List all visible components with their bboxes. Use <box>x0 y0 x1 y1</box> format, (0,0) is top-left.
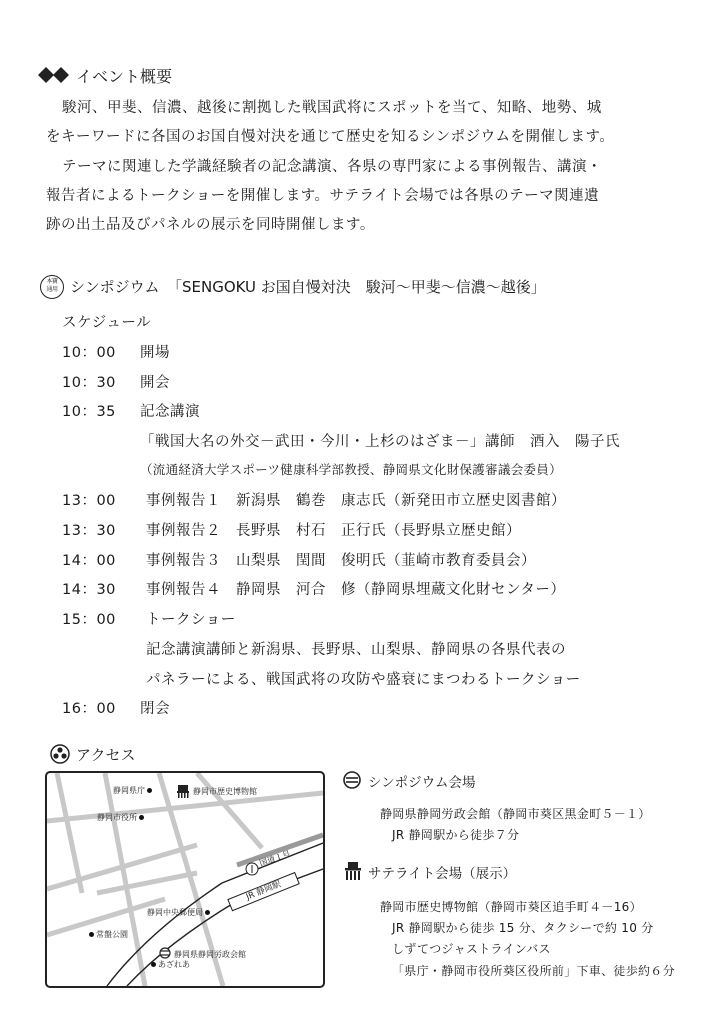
lecture-note: （流通経済大学スポーツ健康科学部教授、静岡県文化財保護審議会委員） <box>140 462 562 477</box>
talkshow-desc: 記念講演講師と新潟県、長野県、山梨県、静岡県の各県代表の <box>146 642 566 658</box>
schedule-time: 10：00 <box>62 345 116 361</box>
schedule-text: 事例報告３ 山梨県 閏間 俊明氏（韮崎市教育委員会） <box>146 553 536 569</box>
schedule-time: 13：00 <box>62 493 116 509</box>
symposium-heading: シンポジウム 「SENGOKU お国自慢対決 駿河～甲斐～信濃～越後」 <box>70 278 546 296</box>
overview-text: テーマに関連した学識経験者の記念講演、各県の専門家による事例報告、講演・ <box>62 159 602 175</box>
overview-text: 駿河、甲斐、信濃、越後に割拠した戦国武将にスポットを当て、知略、地勢、城 <box>62 100 602 116</box>
schedule-time: 16：00 <box>62 701 116 717</box>
venue2-bus: しずてつジャストラインバス <box>392 942 551 956</box>
venue1-address: 静岡県静岡労政会館（静岡市葵区黒金町５－１） <box>380 807 651 821</box>
schedule-text: 事例報告２ 長野県 村石 正行氏（長野県立歴史館） <box>146 523 521 539</box>
venue2-address: 静岡市歴史博物館（静岡市葵区追手町４－16） <box>380 900 642 914</box>
venue1-title: シンポジウム会場 <box>368 775 476 791</box>
schedule-time: 10：30 <box>62 375 116 391</box>
schedule-time: 13：30 <box>62 523 116 539</box>
schedule-time: 14：30 <box>62 582 116 598</box>
venue1-directions: JR 静岡駅から徒歩７分 <box>392 828 520 842</box>
overview-text: 報告者によるトークショーを開催します。サテライト会場では各県のテーマ関連遺 <box>46 188 600 204</box>
diamond-bullet-icon <box>38 67 70 83</box>
schedule-text: 開場 <box>140 345 170 361</box>
schedule-time: 15：00 <box>62 612 116 628</box>
schedule-text: 記念講演 <box>140 404 200 420</box>
overview-text: 跡の出土品及びパネルの展示を同時開催します。 <box>46 217 375 233</box>
schedule-text: 開会 <box>140 375 170 391</box>
venue-icon <box>343 771 361 789</box>
coin-emblem-icon <box>40 275 64 299</box>
emblem-text: 本寶通用 <box>46 278 58 293</box>
schedule-label: スケジュール <box>62 315 152 331</box>
talkshow-desc: パネラーによる、戦国武将の攻防や盛衰にまつわるトークショー <box>146 672 581 688</box>
schedule-text: 閉会 <box>140 701 170 717</box>
schedule-text: 事例報告１ 新潟県 鶴巻 康志氏（新発田市立歴史図書館） <box>146 493 566 509</box>
map-label-rodokaikan: 静岡県静岡労政会館 <box>174 950 246 959</box>
schedule-text: 事例報告４ 静岡県 河合 修（静岡県埋蔵文化財センター） <box>146 582 566 598</box>
museum-icon <box>342 860 364 882</box>
venue2-title: サテライト会場（展示） <box>368 866 517 882</box>
schedule-text: トークショー <box>146 612 236 628</box>
schedule-time: 14：00 <box>62 553 116 569</box>
access-heading: アクセス <box>76 746 136 764</box>
map-label-park: 常盤公園 <box>89 929 128 940</box>
lecture-title: 「戦国大名の外交－武田・今川・上杉のはざま－」講師 酒入 陽子氏 <box>140 434 620 450</box>
overview-text: をキーワードに各国のお国自慢対決を通じて歴史を知るシンポジウムを開催します。 <box>46 129 615 145</box>
map-label-kencho: 静岡県庁 <box>113 785 152 796</box>
map-label-station: JR 静岡駅 <box>244 879 283 903</box>
overview-heading: イベント概要 <box>76 67 173 86</box>
venue2-busstop: 「県庁・静岡市役所葵区役所前」下車、徒歩約６分 <box>392 964 675 978</box>
map-label-post: 静岡中央郵便局 <box>147 907 210 918</box>
map-label-azarea: あざれあ <box>151 959 190 970</box>
map-label-museum: 静岡市歴史博物館 <box>193 787 257 796</box>
venue2-directions: JR 静岡駅から徒歩 15 分、タクシーで約 10 分 <box>392 921 654 935</box>
map-label-route: 国道１号 <box>258 849 292 868</box>
crest-icon <box>50 744 70 764</box>
schedule-time: 10：35 <box>62 404 116 420</box>
access-map <box>45 771 325 988</box>
map-label-shiyakusho: 静岡市役所 <box>97 812 144 823</box>
